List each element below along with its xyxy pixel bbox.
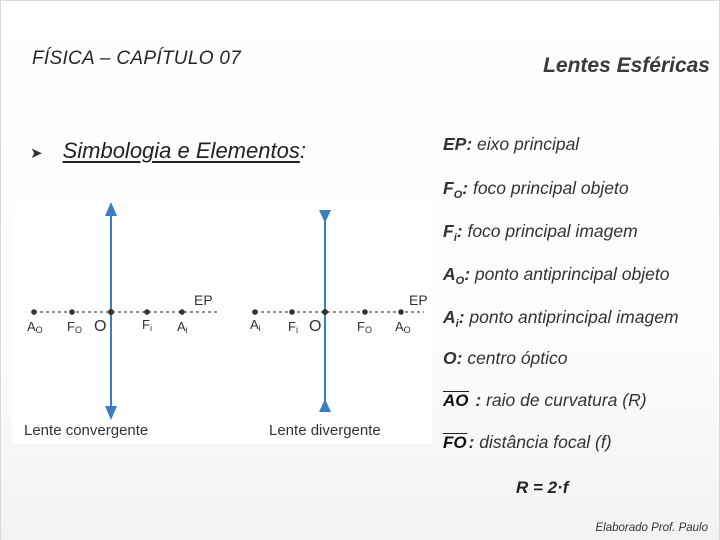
definition-text: centro óptico xyxy=(462,348,568,368)
segment-symbol: AO xyxy=(443,391,469,410)
point-fo-diverging xyxy=(362,309,368,315)
label-ao-diverging: AO xyxy=(395,319,411,335)
lens-diagram xyxy=(12,198,432,444)
center-label-diverging: O xyxy=(309,318,322,335)
label-fo-diverging: FO xyxy=(357,319,372,335)
definition-subscript: i xyxy=(455,318,459,330)
segment-text: distância focal (f) xyxy=(474,432,612,452)
point-fi-converging xyxy=(144,309,150,315)
label-ao-converging: AO xyxy=(27,319,43,335)
label-ai-converging: Ai xyxy=(177,319,188,335)
frame-top-rule xyxy=(0,0,720,1)
center-label-converging: O xyxy=(94,318,107,335)
frame-left-rule xyxy=(0,0,1,540)
point-fi-diverging xyxy=(289,309,295,315)
caption-diverging: Lente divergente xyxy=(269,422,381,439)
point-ai-converging xyxy=(179,309,185,315)
footer-credit: Elaborado Prof. Paulo xyxy=(595,522,708,534)
definition-fi: $F_i$: foco principal imagem xyxy=(443,221,638,244)
definition-text: foco principal imagem xyxy=(462,221,638,241)
axis-label-converging: EP xyxy=(194,292,213,308)
axis-label-diverging: EP xyxy=(409,292,428,308)
point-ao-converging xyxy=(31,309,37,315)
chapter-title: FÍSICA – CAPÍTULO 07 xyxy=(32,48,242,69)
definition-ao: $A_O$: ponto antiprincipal objeto xyxy=(443,264,670,287)
bullet-arrow-icon: ➤ xyxy=(30,145,43,162)
definition-symbol: F xyxy=(443,221,454,241)
definition-subscript: O xyxy=(453,189,463,201)
label-ai-diverging: Ai xyxy=(250,317,261,333)
section-suffix: : xyxy=(299,138,306,163)
definition-symbol: A xyxy=(443,307,456,327)
point-o-converging xyxy=(108,309,114,315)
label-fi-converging: Fi xyxy=(142,317,152,333)
point-ai-diverging xyxy=(252,309,258,315)
definition-ai: $A_i$: ponto antiprincipal imagem xyxy=(443,307,679,330)
caption-converging: Lente convergente xyxy=(24,422,149,439)
definition-fo: $F_O$: foco principal objeto xyxy=(443,178,629,201)
label-fi-diverging: Fi xyxy=(288,319,298,335)
section-title: Simbologia e Elementos xyxy=(62,138,300,163)
formula: R = 2·f xyxy=(516,478,569,497)
definition-o: O: centro óptico xyxy=(443,348,568,368)
definition-text: eixo principal xyxy=(472,134,580,154)
definition-symbol: EP xyxy=(443,134,467,154)
definition-symbol: O xyxy=(443,348,457,368)
definition-segment-fo: FO : distância focal (f) xyxy=(443,432,612,452)
definition-symbol: F xyxy=(443,178,454,198)
definition-text: foco principal objeto xyxy=(468,178,629,198)
point-fo-converging xyxy=(69,309,75,315)
definition-segment-ao: AO : raio de curvatura (R) xyxy=(443,390,647,410)
definition-symbol: A xyxy=(443,264,456,284)
definition-subscript: i xyxy=(453,232,457,244)
point-ao-diverging xyxy=(398,309,404,315)
lens-diagram-svg xyxy=(12,198,432,444)
definition-ep: EP: eixo principal xyxy=(443,134,580,154)
segment-text: raio de curvatura (R) xyxy=(481,390,647,410)
segment-symbol: FO xyxy=(443,433,467,452)
definition-text: ponto antiprincipal imagem xyxy=(464,307,679,327)
section-heading xyxy=(30,138,306,164)
label-fo-converging: FO xyxy=(67,319,82,335)
definition-text: ponto antiprincipal objeto xyxy=(470,264,670,284)
definition-subscript: O xyxy=(455,275,465,287)
topic-title: Lentes Esféricas xyxy=(543,54,710,77)
point-o-diverging xyxy=(322,309,328,315)
